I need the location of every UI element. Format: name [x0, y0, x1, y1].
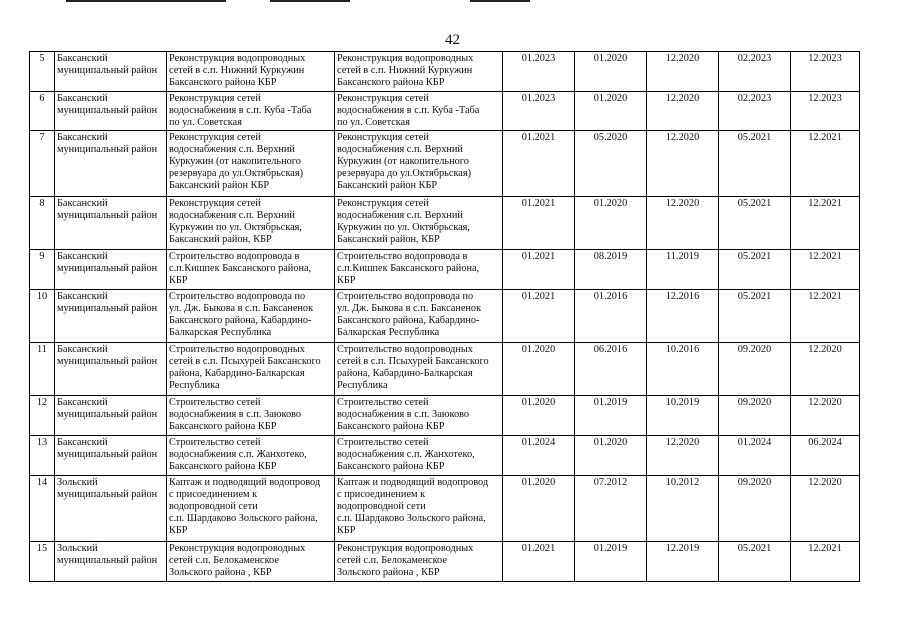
date-cell-text: 09.2020: [737, 344, 772, 355]
date-cell: [503, 290, 575, 343]
table-row: [30, 542, 860, 582]
row-number: [30, 92, 55, 131]
district-cell: [55, 396, 167, 436]
district-cell: [55, 436, 167, 476]
date-cell-text: 01.2016: [593, 291, 628, 302]
district-cell: [55, 343, 167, 396]
row-number: [30, 197, 55, 250]
project-name-cell: [167, 436, 335, 476]
district-cell: [55, 290, 167, 343]
date-cell: [791, 396, 860, 436]
district-cell-text: Баксанский муниципальный район: [57, 437, 158, 460]
project-name-cell: [167, 343, 335, 396]
row-number: [30, 290, 55, 343]
date-cell-text: 01.2021: [521, 251, 556, 262]
object-name-cell-text: Каптаж и подводящий водопровод с присоединением к водопроводной сети с.п. Шардаково Зольского района, КБР: [337, 477, 489, 536]
top-rule-left: [66, 0, 226, 2]
date-cell: [503, 197, 575, 250]
date-cell-text: 02.2023: [737, 53, 772, 64]
date-cell: [647, 197, 719, 250]
date-cell-text: 12.2021: [808, 543, 842, 554]
project-name-cell: [167, 197, 335, 250]
date-cell: [791, 92, 860, 131]
project-name-cell: [167, 290, 335, 343]
object-name-cell: [335, 197, 503, 250]
row-number: [30, 131, 55, 197]
date-cell-text: 08.2019: [593, 251, 628, 262]
object-name-cell-text: Реконструкция водопроводных сетей с.п. Белокаменское Зольского района , КБР: [337, 543, 474, 578]
date-cell-text: 01.2020: [593, 198, 628, 209]
table-row: [30, 476, 860, 542]
object-name-cell-text: Реконструкция сетей водоснабжения с.п. Верхний Куркужин по ул. Октябрьская, Баксанский район, КБР: [337, 198, 470, 245]
project-name-cell: [167, 92, 335, 131]
table-row: [30, 92, 860, 131]
date-cell: [647, 92, 719, 131]
date-cell-text: 05.2021: [737, 543, 772, 554]
date-cell: [791, 343, 860, 396]
row-number: [30, 436, 55, 476]
district-cell: [55, 542, 167, 582]
object-name-cell: [335, 542, 503, 582]
date-cell-text: 10.2019: [665, 397, 700, 408]
table-row: [30, 52, 860, 92]
date-cell: [575, 131, 647, 197]
district-cell-text: Баксанский муниципальный район: [57, 53, 158, 76]
date-cell: [503, 131, 575, 197]
row-number-text: 15: [36, 543, 48, 554]
date-cell: [719, 131, 791, 197]
date-cell-text: 12.2021: [808, 251, 842, 262]
date-cell-text: 01.2020: [521, 397, 556, 408]
project-name-cell-text: Реконструкция водопроводных сетей в с.п. Нижний Куркужин Баксанского района КБР: [169, 53, 306, 88]
table-row: [30, 436, 860, 476]
project-name-cell: [167, 52, 335, 92]
date-cell: [575, 92, 647, 131]
district-cell-text: Зольский муниципальный район: [57, 543, 158, 566]
date-cell-text: 05.2021: [737, 251, 772, 262]
date-cell: [719, 436, 791, 476]
table-row: [30, 197, 860, 250]
project-name-cell-text: Реконструкция сетей водоснабжения в с.п. Куба -Таба по ул. Советская: [169, 93, 312, 128]
date-cell: [719, 542, 791, 582]
date-cell-text: 11.2019: [665, 251, 700, 262]
date-cell: [503, 92, 575, 131]
date-cell: [575, 250, 647, 290]
object-name-cell-text: Реконструкция водопроводных сетей в с.п. Нижний Куркужин Баксанского района КБР: [337, 53, 474, 88]
date-cell-text: 01.2020: [593, 93, 628, 104]
date-cell-text: 09.2020: [737, 477, 772, 488]
date-cell: [575, 476, 647, 542]
date-cell-text: 02.2023: [737, 93, 772, 104]
object-name-cell: [335, 92, 503, 131]
object-name-cell-text: Строительство водопровода в с.п.Кишпек Баксанского района, КБР: [337, 251, 480, 286]
row-number-text: 8: [39, 198, 45, 209]
date-cell: [503, 52, 575, 92]
project-name-cell: [167, 542, 335, 582]
date-cell-text: 01.2021: [521, 132, 556, 143]
date-cell: [791, 542, 860, 582]
date-cell: [503, 250, 575, 290]
row-number: [30, 396, 55, 436]
project-name-cell: [167, 396, 335, 436]
date-cell-text: 09.2020: [737, 397, 772, 408]
date-cell: [791, 52, 860, 92]
district-cell-text: Баксанский муниципальный район: [57, 291, 158, 314]
date-cell-text: 01.2020: [521, 477, 556, 488]
date-cell-text: 05.2021: [737, 198, 772, 209]
date-cell-text: 01.2020: [593, 53, 628, 64]
object-name-cell: [335, 131, 503, 197]
date-cell: [503, 476, 575, 542]
date-cell: [791, 250, 860, 290]
project-name-cell-text: Реконструкция сетей водоснабжения с.п. Верхний Куркужин (от накопительного резервуара до ул.Октябрьская) Баксанский район КБР: [169, 132, 304, 191]
date-cell-text: 12.2023: [808, 53, 842, 64]
row-number-text: 7: [39, 132, 45, 143]
date-cell-text: 12.2020: [665, 93, 700, 104]
date-cell: [575, 436, 647, 476]
date-cell-text: 12.2021: [808, 132, 842, 143]
project-name-cell: [167, 131, 335, 197]
date-cell: [575, 542, 647, 582]
district-cell: [55, 197, 167, 250]
district-cell-text: Баксанский муниципальный район: [57, 132, 158, 155]
row-number-text: 5: [39, 53, 45, 64]
district-cell-text: Баксанский муниципальный район: [57, 344, 158, 367]
row-number-text: 9: [39, 251, 45, 262]
date-cell-text: 12.2016: [665, 291, 700, 302]
date-cell-text: 12.2020: [808, 344, 842, 355]
district-cell: [55, 250, 167, 290]
date-cell: [791, 131, 860, 197]
page-number: 42: [445, 32, 460, 48]
table-row: [30, 290, 860, 343]
district-cell-text: Баксанский муниципальный район: [57, 397, 158, 420]
district-cell: [55, 92, 167, 131]
district-cell-text: Баксанский муниципальный район: [57, 198, 158, 221]
row-number: [30, 343, 55, 396]
date-cell: [719, 92, 791, 131]
object-name-cell: [335, 343, 503, 396]
object-name-cell: [335, 476, 503, 542]
date-cell-text: 01.2024: [521, 437, 556, 448]
top-rule-center: [270, 0, 350, 2]
date-cell: [575, 290, 647, 343]
date-cell-text: 12.2020: [665, 437, 700, 448]
date-cell: [647, 131, 719, 197]
object-name-cell-text: Строительство водопроводных сетей в с.п. Псыхурей Баксанского района, Кабардино-Балкарская Республика: [337, 344, 489, 391]
date-cell-text: 12.2023: [808, 93, 842, 104]
date-cell: [575, 343, 647, 396]
row-number-text: 14: [36, 477, 48, 488]
table-body: [30, 52, 860, 582]
row-number: [30, 52, 55, 92]
row-number-text: 6: [39, 93, 45, 104]
date-cell-text: 12.2021: [808, 291, 842, 302]
table-row: [30, 131, 860, 197]
date-cell-text: 01.2019: [593, 397, 628, 408]
district-cell-text: Баксанский муниципальный район: [57, 251, 158, 274]
table-row: [30, 343, 860, 396]
date-cell: [719, 396, 791, 436]
date-cell: [647, 250, 719, 290]
object-name-cell-text: Строительство водопровода по ул. Дж. Быкова в с.п. Баксаненок Баксанского района, Кабардино- Балкарская Республика: [337, 291, 482, 338]
date-cell: [575, 197, 647, 250]
object-name-cell: [335, 250, 503, 290]
date-cell: [791, 476, 860, 542]
date-cell-text: 06.2016: [593, 344, 628, 355]
date-cell-text: 12.2020: [665, 53, 700, 64]
date-cell: [719, 476, 791, 542]
district-cell: [55, 476, 167, 542]
row-number-text: 13: [36, 437, 48, 448]
date-cell: [503, 343, 575, 396]
date-cell-text: 01.2021: [521, 291, 556, 302]
date-cell-text: 12.2021: [808, 198, 842, 209]
date-cell-text: 01.2023: [521, 53, 556, 64]
project-name-cell-text: Строительство сетей водоснабжения с.п. Жанхотеко, Баксанского района КБР: [169, 437, 307, 472]
object-name-cell: [335, 436, 503, 476]
project-name-cell-text: Строительство водопровода в с.п.Кишпек Баксанского района, КБР: [169, 251, 312, 286]
project-name-cell-text: Строительство водопровода по ул. Дж. Быкова в с.п. Баксаненок Баксанского района, Кабардино- Балкарская Республика: [169, 291, 314, 338]
date-cell: [647, 290, 719, 343]
date-cell: [791, 290, 860, 343]
date-cell: [575, 396, 647, 436]
project-name-cell-text: Каптаж и подводящий водопровод с присоединением к водопроводной сети с.п. Шардаково Зольского района, КБР: [169, 477, 321, 536]
date-cell: [503, 396, 575, 436]
date-cell-text: 12.2020: [808, 477, 842, 488]
row-number-text: 12: [36, 397, 48, 408]
date-cell-text: 12.2020: [665, 132, 700, 143]
date-cell-text: 10.2016: [665, 344, 700, 355]
date-cell: [503, 542, 575, 582]
district-cell-text: Зольский муниципальный район: [57, 477, 158, 500]
object-name-cell-text: Реконструкция сетей водоснабжения с.п. Верхний Куркужин (от накопительного резервуара до ул.Октябрьская) Баксанский район КБР: [337, 132, 472, 191]
date-cell: [719, 343, 791, 396]
date-cell-text: 01.2021: [521, 543, 556, 554]
row-number: [30, 476, 55, 542]
project-name-cell-text: Строительство водопроводных сетей в с.п. Псыхурей Баксанского района, Кабардино-Балкарская Республика: [169, 344, 321, 391]
date-cell: [503, 436, 575, 476]
date-cell-text: 01.2023: [521, 93, 556, 104]
date-cell: [647, 542, 719, 582]
top-rule-right: [470, 0, 530, 2]
date-cell: [719, 197, 791, 250]
date-cell-text: 12.2020: [808, 397, 842, 408]
table-row: [30, 250, 860, 290]
date-cell: [719, 290, 791, 343]
date-cell: [719, 52, 791, 92]
date-cell: [575, 52, 647, 92]
object-name-cell-text: Реконструкция сетей водоснабжения в с.п. Куба -Таба по ул. Советская: [337, 93, 480, 128]
district-cell: [55, 52, 167, 92]
object-name-cell: [335, 396, 503, 436]
date-cell-text: 12.2020: [665, 198, 700, 209]
date-cell: [719, 250, 791, 290]
date-cell-text: 01.2020: [593, 437, 628, 448]
object-name-cell-text: Строительство сетей водоснабжения с.п. Жанхотеко, Баксанского района КБР: [337, 437, 475, 472]
project-name-cell: [167, 476, 335, 542]
row-number: [30, 250, 55, 290]
row-number-text: 10: [36, 291, 48, 302]
date-cell-text: 07.2012: [593, 477, 628, 488]
object-name-cell: [335, 52, 503, 92]
date-cell-text: 01.2021: [521, 198, 556, 209]
project-name-cell-text: Реконструкция сетей водоснабжения с.п. Верхний Куркужин по ул. Октябрьская, Баксанский район, КБР: [169, 198, 302, 245]
date-cell-text: 01.2020: [521, 344, 556, 355]
date-cell: [791, 436, 860, 476]
date-cell: [647, 476, 719, 542]
date-cell-text: 05.2021: [737, 132, 772, 143]
row-number-text: 11: [37, 344, 47, 355]
project-name-cell-text: Строительство сетей водоснабжения в с.п. Заюково Баксанского района КБР: [169, 397, 302, 432]
date-cell-text: 01.2024: [737, 437, 772, 448]
date-cell-text: 12.2019: [665, 543, 700, 554]
date-cell-text: 10.2012: [665, 477, 700, 488]
date-cell-text: 01.2019: [593, 543, 628, 554]
row-number: [30, 542, 55, 582]
date-cell-text: 05.2021: [737, 291, 772, 302]
district-cell: [55, 131, 167, 197]
date-cell-text: 06.2024: [808, 437, 842, 448]
date-cell: [647, 343, 719, 396]
date-cell: [647, 52, 719, 92]
date-cell: [647, 436, 719, 476]
district-cell-text: Баксанский муниципальный район: [57, 93, 158, 116]
project-name-cell: [167, 250, 335, 290]
project-name-cell-text: Реконструкция водопроводных сетей с.п. Белокаменское Зольского района , КБР: [169, 543, 306, 578]
object-name-cell-text: Строительство сетей водоснабжения в с.п. Заюково Баксанского района КБР: [337, 397, 470, 432]
date-cell: [791, 197, 860, 250]
projects-table: [29, 51, 860, 582]
date-cell: [647, 396, 719, 436]
date-cell-text: 05.2020: [593, 132, 628, 143]
table-row: [30, 396, 860, 436]
object-name-cell: [335, 290, 503, 343]
